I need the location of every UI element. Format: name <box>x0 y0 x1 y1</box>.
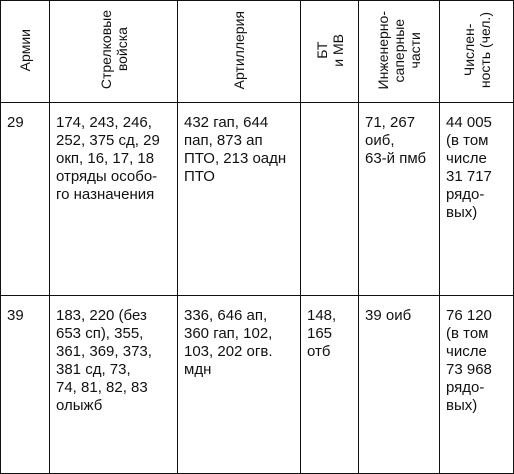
cell-artillery: 336, 646 ап, 360 гап, 102, 103, 202 огв. мдн <box>178 296 301 474</box>
header-artillery: Артиллерия <box>231 10 247 90</box>
cell-bt-mv <box>301 103 359 296</box>
header-cell-artillery <box>178 1 301 103</box>
cell-strength: 76 120 (в том числе 73 968 рядо- вых) <box>440 296 514 474</box>
table-row <box>1 103 514 296</box>
header-cell-engineers <box>359 1 440 103</box>
header-row <box>1 1 514 103</box>
cell-artillery: 432 гап, 644 пап, 873 ап ПТО, 213 оадн ПТО <box>178 103 301 296</box>
cell-engineers: 39 оиб <box>359 296 440 474</box>
header-bt-mv: БТ и МВ <box>313 33 346 67</box>
cell-army: 39 <box>1 296 50 474</box>
header-engineers: Инженерно- саперные части <box>375 10 423 90</box>
cell-bt-mv: 148, 165 отб <box>301 296 359 474</box>
cell-strength: 44 005 (в том числе 31 717 рядо- вых) <box>440 103 514 296</box>
header-cell-strength <box>440 1 514 103</box>
cell-rifle-troops: 174, 243, 246, 252, 375 сд, 29 окп, 16, 17, 18 отряды особо- го назначения <box>50 103 178 296</box>
header-strength: Числен- ность (чел.) <box>460 11 493 89</box>
header-cell-army <box>1 1 50 103</box>
cell-rifle-troops: 183, 220 (без 653 сп), 355, 361, 369, 373, 381 сд, 73, 74, 81, 82, 83 олыжб <box>50 296 178 474</box>
header-cell-rifle <box>50 1 178 103</box>
header-rifle-troops: Стрелковые войска <box>97 10 130 90</box>
table-row <box>1 296 514 474</box>
header-army: Армии <box>17 28 33 72</box>
header-cell-bt-mv <box>301 1 359 103</box>
cell-engineers: 71, 267 оиб, 63-й пмб <box>359 103 440 296</box>
cell-army: 29 <box>1 103 50 296</box>
